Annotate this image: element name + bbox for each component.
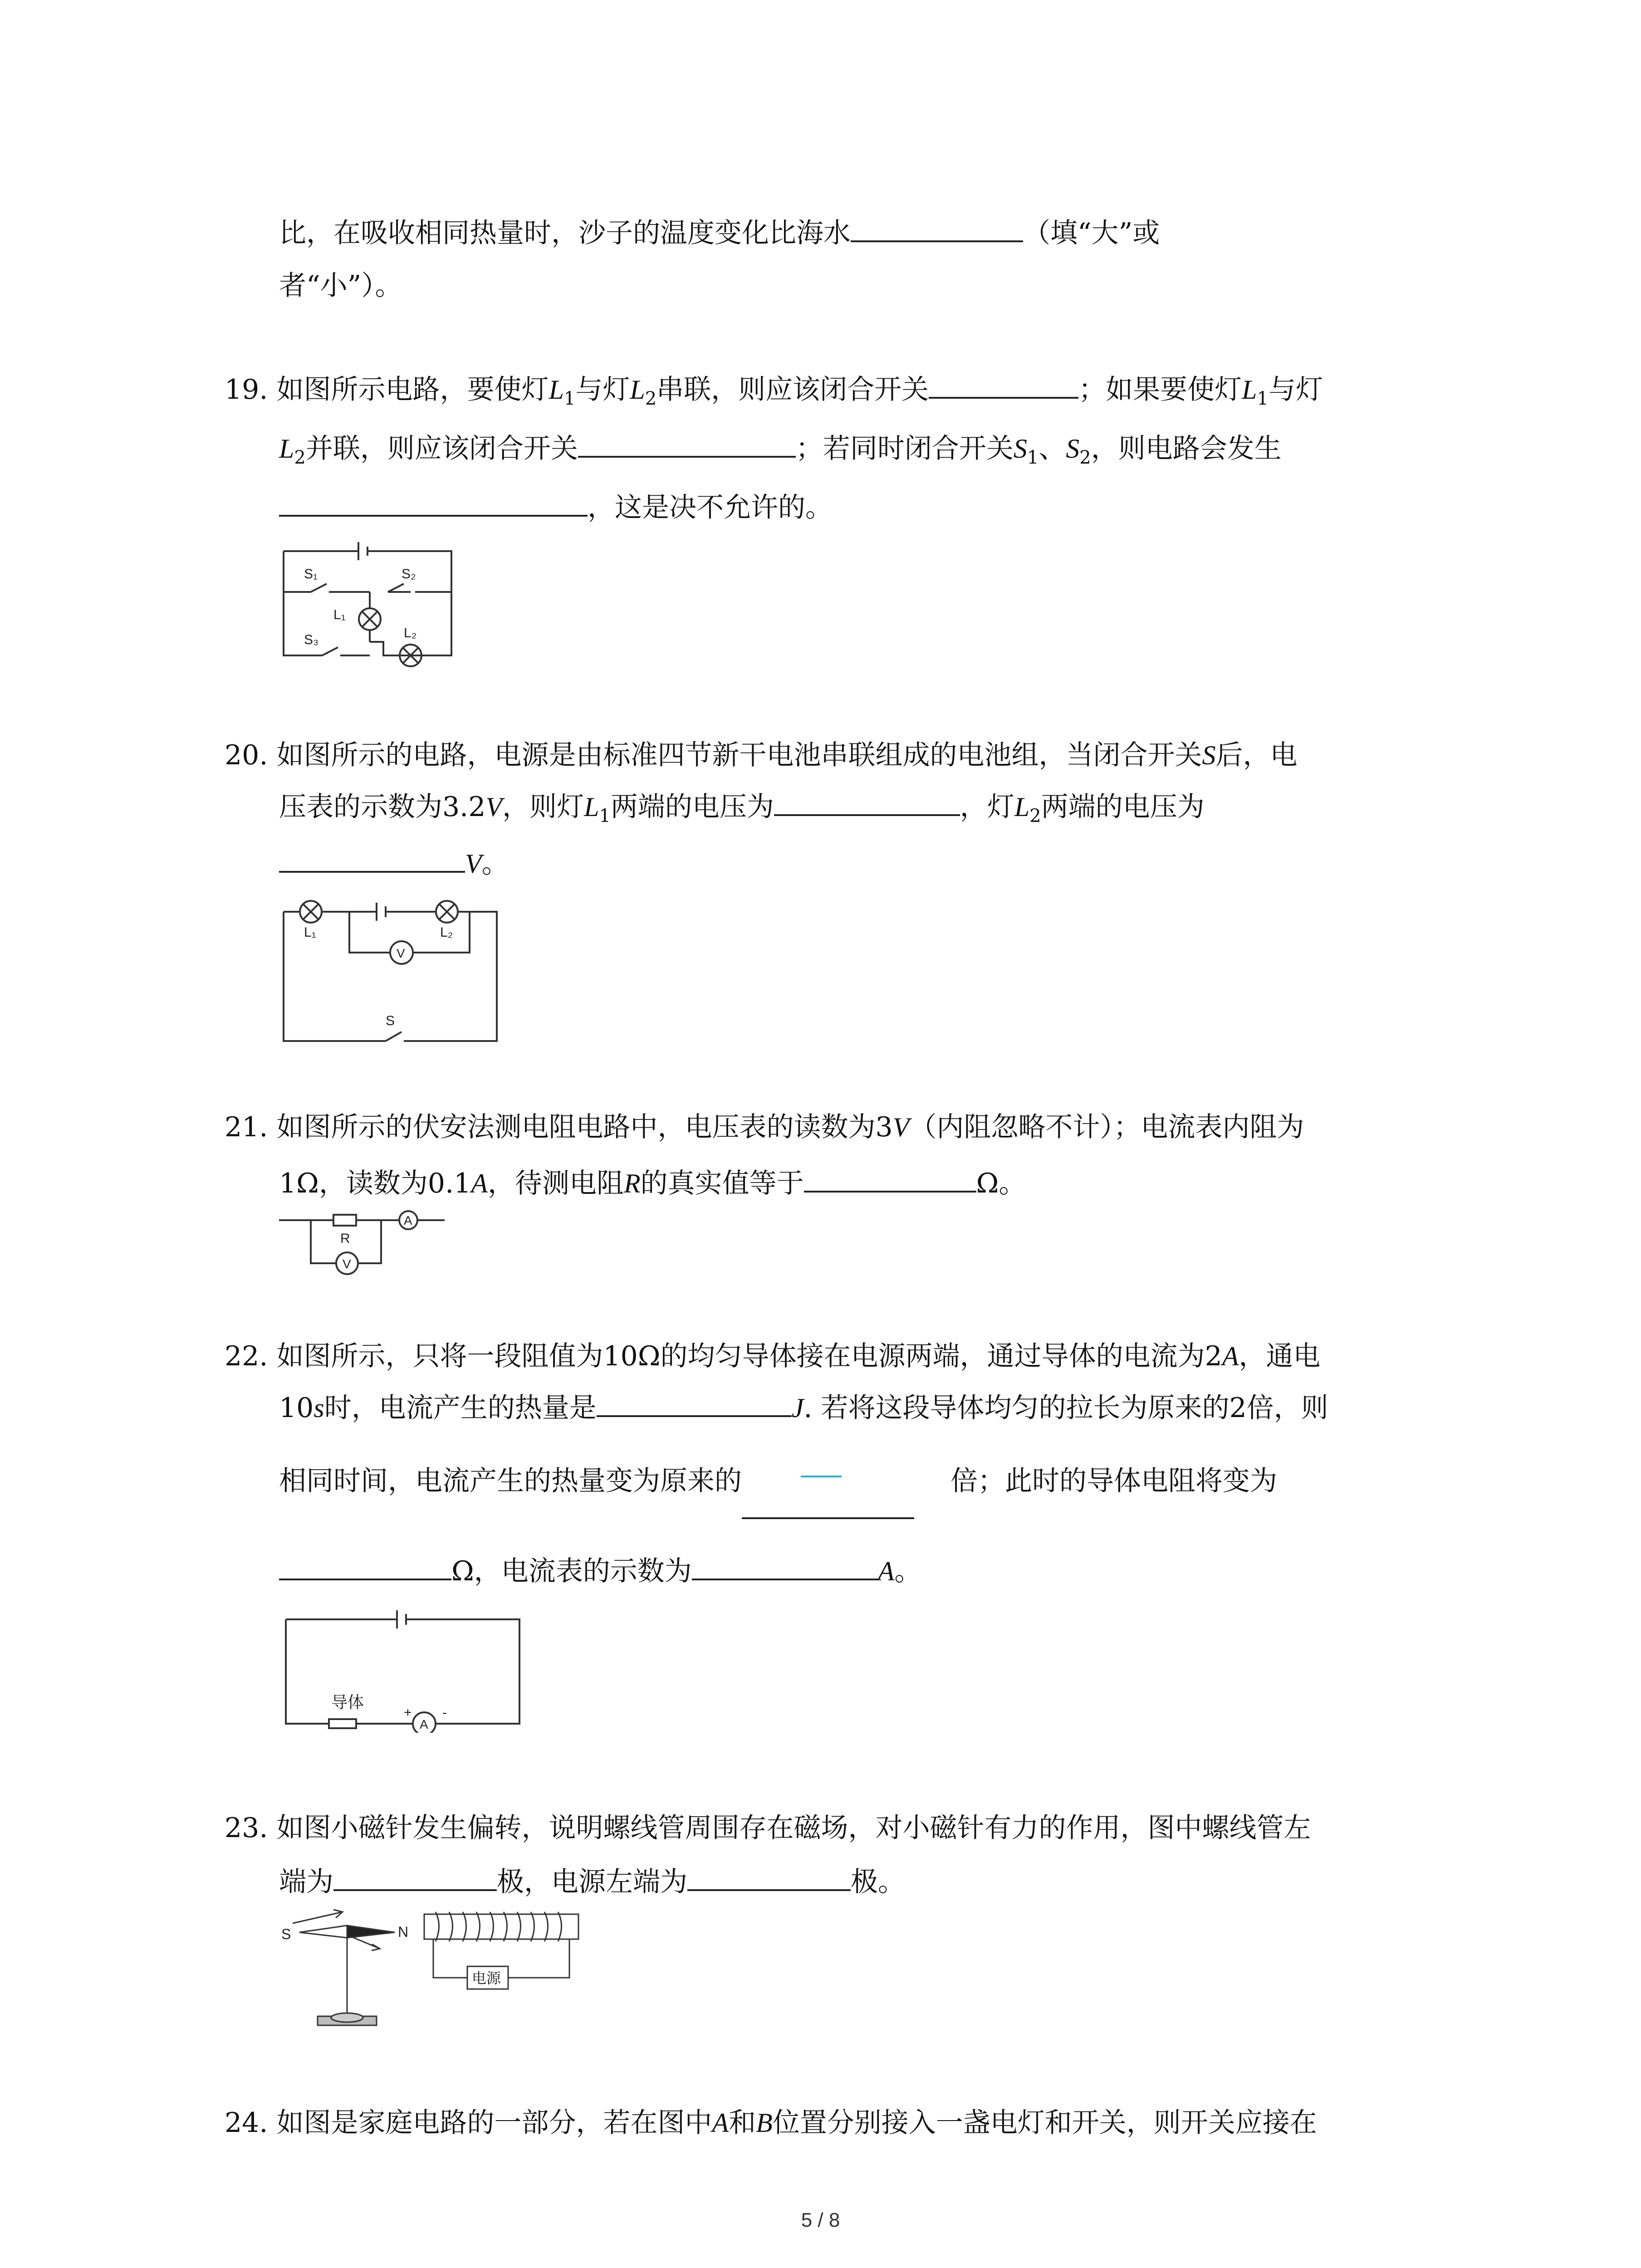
ammeter-label: A — [404, 1213, 412, 1227]
q19-blank-2[interactable] — [578, 429, 796, 458]
q22-circuit-diagram — [279, 1597, 533, 1733]
q24-text: 和 — [729, 2107, 756, 2139]
q24-line-1 — [225, 2105, 1317, 2141]
q20-line-2 — [279, 787, 1205, 834]
q19-text: ，这是决不允许的。 — [588, 492, 833, 523]
q22-number: 22. — [225, 1340, 268, 1372]
s-unit: s — [314, 1393, 324, 1423]
r-symbol: R — [624, 1168, 641, 1198]
q19-text: ；如果要使灯 — [1078, 374, 1242, 406]
q23-blank-2[interactable] — [687, 1862, 851, 1891]
q19-text: 如图所示电路，要使灯 — [276, 374, 549, 406]
sub: 1 — [1257, 388, 1269, 409]
l2-label: L₂ — [404, 626, 417, 640]
l2-label: L₂ — [440, 925, 453, 940]
q21-text: 1Ω，读数为0.1 — [279, 1168, 471, 1199]
s1-label: S₁ — [304, 567, 318, 582]
q20-text: 后，电 — [1215, 739, 1298, 771]
q19-line-2 — [279, 429, 1282, 476]
q22-text: . 若将这段导体均匀的拉长为原来的2倍，则 — [803, 1392, 1328, 1424]
q22-text: 。 — [894, 1555, 922, 1587]
sub: 1 — [599, 806, 611, 826]
ammeter-label: A — [420, 1717, 428, 1731]
l1-label: L₁ — [333, 607, 346, 622]
q20-text: ，则灯 — [502, 791, 584, 823]
q22-line-4 — [279, 1551, 921, 1589]
q21-line-1 — [225, 1109, 1304, 1145]
q22-line-1 — [225, 1338, 1320, 1374]
q18-text: 比，在吸收相同热量时，沙子的温度变化比海水 — [279, 217, 851, 249]
a-unit: A — [877, 1556, 895, 1586]
q21-line-2 — [279, 1163, 1026, 1202]
q19-blank-1[interactable] — [929, 370, 1078, 399]
q19-circuit-diagram — [279, 533, 460, 669]
q22-line-3 — [279, 1463, 1277, 1499]
q19-text: 与灯 — [1268, 374, 1323, 406]
power-source-label: 电源 — [472, 1970, 501, 1986]
q21-text: 的真实值等于 — [640, 1168, 804, 1199]
q20-text: 压表的示数为3.2 — [279, 791, 486, 823]
l2-symbol: L — [1014, 792, 1030, 822]
l1-symbol: L — [584, 792, 599, 822]
conductor-label: 导体 — [331, 1693, 364, 1711]
q19-line-1 — [225, 370, 1323, 417]
q23-number: 23. — [225, 1812, 268, 1844]
needle-n-half — [347, 1926, 395, 1938]
q24-text: 如图是家庭电路的一部分，若在图中 — [276, 2107, 712, 2139]
q22-blank-1[interactable] — [597, 1388, 792, 1417]
resistor-label: R — [340, 1231, 350, 1246]
needle-n-label: N — [398, 1924, 409, 1940]
sub: 2 — [645, 388, 657, 409]
q20-line-3 — [279, 844, 509, 882]
s-symbol: S — [1202, 740, 1216, 770]
a-unit: A — [1222, 1341, 1239, 1371]
sub: 1 — [563, 388, 576, 409]
q21-blank[interactable] — [804, 1163, 976, 1193]
q21-text: （内阻忽略不计）；电流表内阻为 — [909, 1111, 1304, 1143]
v-unit: V — [892, 1112, 910, 1142]
q20-blank-1[interactable] — [774, 787, 960, 816]
minus-label: - — [442, 1705, 447, 1720]
q23-blank-1[interactable] — [333, 1862, 497, 1891]
q19-text: ；若同时闭合开关 — [795, 433, 1014, 464]
q21-text: ，待测电阻 — [488, 1168, 624, 1199]
q21-text: 如图所示的伏安法测电阻电路中，电压表的读数为3 — [276, 1111, 893, 1143]
b-symbol: B — [756, 2108, 773, 2138]
a-symbol: A — [712, 2108, 729, 2138]
s-symbol: S — [1066, 434, 1080, 464]
q19-blank-3[interactable] — [279, 488, 588, 517]
q18-line-1 — [279, 213, 1160, 251]
q19-text: 并联，则应该闭合开关 — [305, 433, 578, 464]
sub: 2 — [294, 447, 306, 468]
v-unit: V — [485, 792, 503, 822]
q19-text: 串联，则应该闭合开关 — [656, 374, 929, 406]
fraction-line — [801, 1476, 842, 1477]
q19-text: 、 — [1038, 433, 1066, 464]
l1-symbol: L — [1242, 375, 1257, 405]
q18-text-b: （填“大”或 — [1023, 217, 1160, 249]
q22-text: 时，电流产生的热量是 — [324, 1392, 597, 1424]
q23-text: 端为 — [279, 1866, 333, 1898]
q20-text: ，灯 — [960, 791, 1014, 823]
q18-text-2: 者“小”）。 — [279, 270, 402, 302]
q22-fraction-blank[interactable] — [742, 1463, 950, 1490]
page-number: 5 / 8 — [801, 2209, 840, 2231]
switch-label: S — [386, 1013, 395, 1028]
q22-line-2 — [279, 1388, 1328, 1426]
l2-symbol: L — [630, 375, 645, 405]
sub: 2 — [1029, 806, 1041, 826]
q23-text: 极，电源左端为 — [497, 1866, 687, 1898]
voltmeter-label: V — [397, 946, 405, 960]
q18-line-2 — [279, 268, 402, 304]
q24-text: 位置分别接入一盏电灯和开关，则开关应接在 — [772, 2107, 1317, 2139]
q23-line-2 — [279, 1862, 905, 1900]
v-unit: V — [465, 849, 482, 879]
q20-text: 两端的电压为 — [1041, 791, 1205, 823]
q20-text: 如图所示的电路，电源是由标准四节新干电池串联组成的电池组，当闭合开关 — [276, 739, 1202, 771]
q22-text: ，通电 — [1239, 1340, 1321, 1372]
l2-symbol: L — [279, 434, 294, 464]
q19-text: ，则电路会发生 — [1091, 433, 1282, 464]
voltmeter-label: V — [343, 1257, 351, 1271]
sub: 2 — [1079, 447, 1091, 468]
a-unit: A — [471, 1168, 488, 1198]
q23-magnet-solenoid-diagram — [279, 1901, 588, 2041]
q24-number: 24. — [225, 2107, 268, 2139]
s-symbol: S — [1013, 434, 1027, 464]
q23-text: 如图小磁针发生偏转，说明螺线管周围存在磁场，对小磁针有力的作用，图中螺线管左 — [276, 1812, 1311, 1844]
q19-line-3 — [279, 488, 833, 526]
solenoid-coil — [424, 1912, 578, 1989]
q20-text: 。 — [481, 848, 509, 880]
q22-text: 10 — [279, 1392, 314, 1424]
q21-number: 21. — [225, 1111, 268, 1143]
q19-number: 19. — [225, 374, 268, 406]
needle-s-half — [299, 1926, 347, 1938]
q22-text: 如图所示，只将一段阻值为10Ω的均匀导体接在电源两端，通过导体的电流为2 — [276, 1340, 1222, 1372]
q20-text: 两端的电压为 — [610, 791, 774, 823]
q22-blank-4[interactable] — [692, 1551, 878, 1580]
q20-circuit-diagram — [279, 885, 506, 1057]
s2-label: S₂ — [402, 567, 416, 582]
q23-line-1 — [225, 1810, 1311, 1846]
q22-blank-3[interactable] — [279, 1551, 451, 1580]
q20-line-1 — [225, 737, 1298, 773]
q20-number: 20. — [225, 739, 268, 771]
s3-label: S₃ — [304, 632, 319, 647]
l1-symbol: L — [549, 375, 564, 405]
sub: 1 — [1027, 447, 1039, 468]
q22-text: Ω，电流表的示数为 — [451, 1555, 692, 1587]
q21-text: Ω。 — [976, 1168, 1026, 1199]
j-unit: J — [791, 1393, 804, 1423]
q22-blank-2[interactable] — [742, 1517, 914, 1519]
q21-circuit-diagram — [279, 1202, 451, 1284]
needle-s-label: S — [281, 1926, 291, 1942]
q22-text: 倍；此时的导体电阻将变为 — [950, 1465, 1277, 1497]
q22-text: 相同时间，电流产生的热量变为原来的 — [279, 1465, 742, 1497]
q20-blank-2[interactable] — [279, 844, 465, 873]
q18-answer-blank[interactable] — [851, 213, 1023, 242]
l1-label: L₁ — [304, 925, 316, 940]
q19-text: 与灯 — [575, 374, 630, 406]
q23-text: 极。 — [851, 1866, 905, 1898]
plus-label: + — [404, 1705, 412, 1720]
